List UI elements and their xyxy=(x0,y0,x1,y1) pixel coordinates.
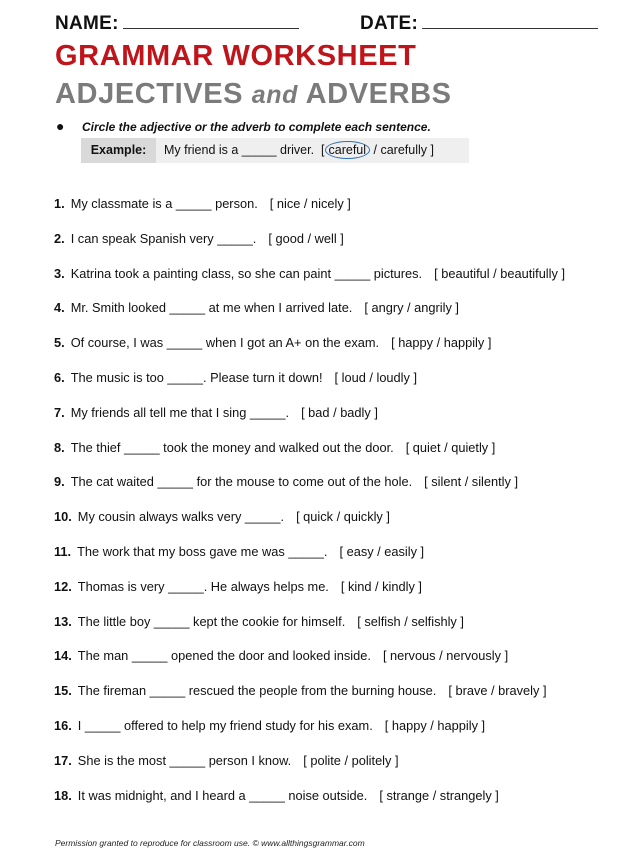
question-item xyxy=(54,788,620,823)
question-item xyxy=(54,753,620,788)
question-item xyxy=(54,370,620,405)
example-circled-option: careful xyxy=(325,141,371,159)
question-options[interactable]: [ happy / happily ] xyxy=(391,335,492,351)
question-text: The thief _____ took the money and walked out the door. xyxy=(70,439,394,455)
question-item xyxy=(54,196,620,231)
bullet-icon: ● xyxy=(56,118,65,134)
question-options[interactable]: [ beautiful / beautifully ] xyxy=(434,265,566,281)
question-number: 18. xyxy=(54,787,72,803)
question-number: 14. xyxy=(54,648,72,664)
question-options[interactable]: [ easy / easily ] xyxy=(339,543,425,559)
question-text: Katrina took a painting class, so she can paint _____ pictures. xyxy=(70,265,423,281)
example-text xyxy=(156,138,469,163)
question-item xyxy=(54,509,620,544)
question-text: My friends all tell me that I sing _____. xyxy=(70,404,290,420)
question-item xyxy=(54,718,620,753)
example-label: Example: xyxy=(90,143,147,157)
question-options[interactable]: [ bad / badly ] xyxy=(301,404,378,420)
question-number: 17. xyxy=(54,752,72,768)
question-text: I can speak Spanish very _____. xyxy=(70,230,257,246)
question-number: 10. xyxy=(54,509,72,525)
question-item xyxy=(54,683,620,718)
instruction xyxy=(56,118,431,134)
question-number: 3. xyxy=(54,265,65,281)
worksheet-subtitle xyxy=(55,78,452,111)
question-number: 12. xyxy=(54,578,72,594)
name-label: NAME: xyxy=(55,13,119,34)
question-options[interactable]: [ loud / loudly ] xyxy=(334,369,418,385)
instruction-text: Circle the adjective or the adverb to complete each sentence. xyxy=(82,120,431,134)
question-options[interactable]: [ nervous / nervously ] xyxy=(382,648,509,664)
question-text: Of course, I was _____ when I got an A+ on the exam. xyxy=(70,335,380,351)
question-options[interactable]: [ selfish / selfishly ] xyxy=(357,613,464,629)
question-options[interactable]: [ angry / angrily ] xyxy=(364,300,459,316)
question-options[interactable]: [ polite / politely ] xyxy=(303,752,399,768)
question-options[interactable]: [ quiet / quietly ] xyxy=(405,439,496,455)
example-box xyxy=(81,138,469,163)
question-item xyxy=(54,579,620,614)
question-options[interactable]: [ brave / bravely ] xyxy=(448,683,547,699)
question-text: The work that my boss gave me was _____. xyxy=(77,543,328,559)
question-number: 6. xyxy=(54,369,65,385)
name-blank-line[interactable] xyxy=(123,12,299,29)
question-number: 1. xyxy=(54,196,65,211)
question-item xyxy=(54,231,620,266)
question-text: My cousin always walks very _____. xyxy=(77,509,285,525)
question-options[interactable]: [ silent / silently ] xyxy=(424,474,519,490)
question-text: The music is too _____. Please turn it down! xyxy=(70,369,323,385)
question-text: I _____ offered to help my friend study for his exam. xyxy=(77,717,373,733)
question-item xyxy=(54,474,620,509)
question-text: It was midnight, and I heard a _____ noise outside. xyxy=(77,787,368,803)
example-open-bracket: [ xyxy=(321,143,325,157)
question-text: The little boy _____ kept the cookie for himself. xyxy=(77,613,346,629)
question-item xyxy=(54,405,620,440)
question-text: Thomas is very _____. He always helps me. xyxy=(77,578,329,594)
question-options[interactable]: [ good / well ] xyxy=(268,230,344,246)
subtitle-adverbs: ADVERBS xyxy=(305,78,452,110)
question-options[interactable]: [ strange / strangely ] xyxy=(379,787,499,803)
question-number: 15. xyxy=(54,683,72,699)
example-rest-options: / carefully ] xyxy=(373,143,434,157)
name-field xyxy=(55,12,299,35)
example-sentence: My friend is a _____ driver. xyxy=(164,143,315,157)
question-number: 13. xyxy=(54,613,72,629)
question-item xyxy=(54,300,620,335)
question-number: 7. xyxy=(54,404,65,420)
question-number: 9. xyxy=(54,474,65,490)
question-text: The man _____ opened the door and looked inside. xyxy=(77,648,371,664)
question-item xyxy=(54,648,620,683)
question-number: 11. xyxy=(54,543,72,559)
question-number: 2. xyxy=(54,230,65,246)
question-text: The cat waited _____ for the mouse to come out of the hole. xyxy=(70,474,413,490)
subtitle-and: and xyxy=(251,81,299,109)
header-row xyxy=(55,12,600,36)
question-number: 5. xyxy=(54,335,65,351)
question-text: The fireman _____ rescued the people from the burning house. xyxy=(77,683,437,699)
question-options[interactable]: [ quick / quickly ] xyxy=(296,509,390,525)
footer-permission: Permission granted to reproduce for classroom use. © www.allthingsgrammar.com xyxy=(55,838,365,848)
question-item xyxy=(54,266,620,301)
question-item xyxy=(54,544,620,579)
question-options[interactable]: [ nice / nicely ] xyxy=(269,196,351,211)
question-item xyxy=(54,614,620,649)
question-text: Mr. Smith looked _____ at me when I arrived late. xyxy=(70,300,353,316)
date-blank-line[interactable] xyxy=(422,12,598,29)
subtitle-adjectives: ADJECTIVES xyxy=(55,78,244,110)
question-number: 8. xyxy=(54,439,65,455)
question-text: My classmate is a _____ person. xyxy=(70,196,258,211)
question-options[interactable]: [ happy / happily ] xyxy=(384,717,486,733)
question-text: She is the most _____ person I know. xyxy=(77,752,292,768)
worksheet-title: GRAMMAR WORKSHEET xyxy=(55,40,417,72)
date-label: DATE: xyxy=(360,13,419,34)
question-list xyxy=(54,196,620,822)
question-item xyxy=(54,335,620,370)
question-number: 16. xyxy=(54,717,72,733)
question-number: 4. xyxy=(54,300,65,316)
question-options[interactable]: [ kind / kindly ] xyxy=(340,578,422,594)
question-item xyxy=(54,440,620,475)
date-field xyxy=(360,12,598,35)
